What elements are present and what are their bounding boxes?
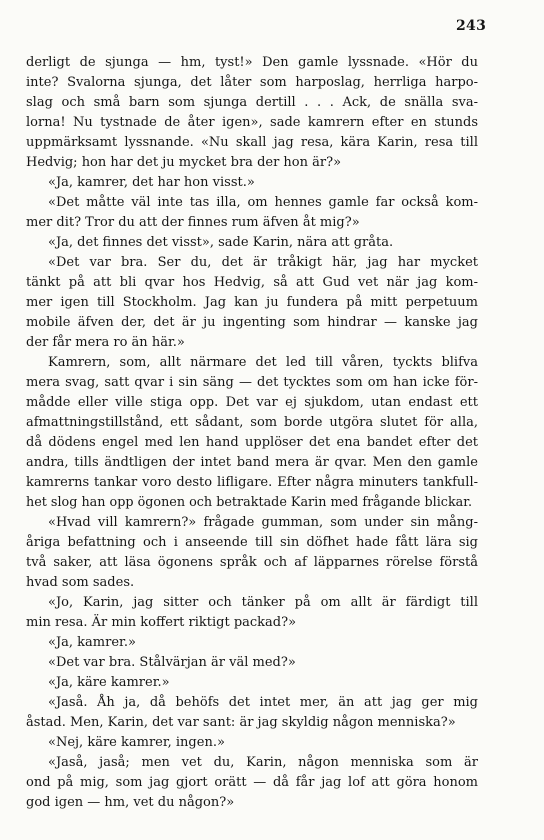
text-line: «Jaså. Åh ja, då behöfs det intet mer, än att jag ger mig xyxy=(48,695,478,710)
text-line: hvad som sades. xyxy=(26,575,135,590)
text-line: der får mera ro än här.» xyxy=(26,335,185,350)
text-line: inte? Svalorna sjunga, det låter som harposlag, herrliga harpo- xyxy=(26,75,478,90)
text-line: slag och små barn som sjunga dertill . . . Ack, de snälla sva- xyxy=(26,95,478,110)
page-number: 243 xyxy=(456,18,487,34)
text-line: min resa. Är min koffert riktigt packad?» xyxy=(26,615,297,630)
text-line: mer dit? Tror du att der finnes rum äfven åt mig?» xyxy=(26,215,360,230)
body-text xyxy=(26,53,478,813)
text-line: «Ja, kamrer, det har hon visst.» xyxy=(48,175,255,190)
text-line: mobile äfven der, det är ju ingenting som hindrar — kanske jag xyxy=(26,315,478,330)
text-line: då dödens engel med len hand upplöser det ena bandet efter det xyxy=(26,435,478,450)
text-line: andra, tills ändtligen der intet band mera är qvar. Men den gamle xyxy=(26,455,478,470)
text-line: mådde eller ville stiga opp. Det var ej sjukdom, utan endast ett xyxy=(26,395,478,410)
text-line: mera svag, satt qvar i sin säng — det tycktes som om han icke för- xyxy=(26,375,478,390)
text-line: åriga befattning och i anseende till sin döfhet hade fått lära sig xyxy=(26,535,478,550)
text-line: «Det måtte väl inte tas illa, om hennes gamle far också kom- xyxy=(48,195,478,210)
text-line: «Ja, det finnes det visst», sade Karin, nära att gråta. xyxy=(48,235,394,250)
text-line: ond på mig, som jag gjort orätt — då får jag lof att göra honom xyxy=(26,775,478,790)
text-line: Hedvig; hon har det ju mycket bra der hon är?» xyxy=(26,155,342,170)
text-line: «Det var bra. Stålvärjan är väl med?» xyxy=(48,655,296,670)
text-line: derligt de sjunga — hm, tyst!» Den gamle lyssnade. «Hör du xyxy=(26,55,478,70)
text-line: «Jo, Karin, jag sitter och tänker på om allt är färdigt till xyxy=(48,595,478,610)
text-line: tänkt på att bli qvar hos Hedvig, så att Gud vet när jag kom- xyxy=(26,275,478,290)
text-line: uppmärksamt lyssnande. «Nu skall jag resa, kära Karin, resa till xyxy=(26,135,478,150)
text-line: åstad. Men, Karin, det var sant: är jag skyldig någon menniska?» xyxy=(26,715,456,730)
text-line: kamrerns tankar voro desto lifligare. Efter några minuters tankfull- xyxy=(26,475,478,490)
text-line: «Ja, kamrer.» xyxy=(48,635,136,650)
text-line: «Det var bra. Ser du, det är tråkigt här, jag har mycket xyxy=(48,255,478,270)
text-line: «Hvad vill kamrern?» frågade gumman, som under sin mång- xyxy=(48,515,478,530)
text-line: «Nej, käre kamrer, ingen.» xyxy=(48,735,225,750)
text-line: «Jaså, jaså; men vet du, Karin, någon menniska som är xyxy=(48,755,478,770)
text-line: två saker, att läsa ögonens språk och af läpparnes rörelse förstå xyxy=(26,555,478,570)
text-line: lorna! Nu tystnade de åter igen», sade kamrern efter en stunds xyxy=(26,115,478,130)
text-line: Kamrern, som, allt närmare det led till våren, tyckts blifva xyxy=(48,355,478,370)
text-line: «Ja, käre kamrer.» xyxy=(48,675,170,690)
text-line: het slog han opp ögonen och betraktade Karin med frågande blickar. xyxy=(26,495,473,510)
text-line: god igen — hm, vet du någon?» xyxy=(26,795,235,810)
text-line: afmattningstillstånd, ett sådant, som borde utgöra slutet för alla, xyxy=(26,415,478,430)
text-line: mer igen till Stockholm. Jag kan ju fundera på mitt perpetuum xyxy=(26,295,478,310)
